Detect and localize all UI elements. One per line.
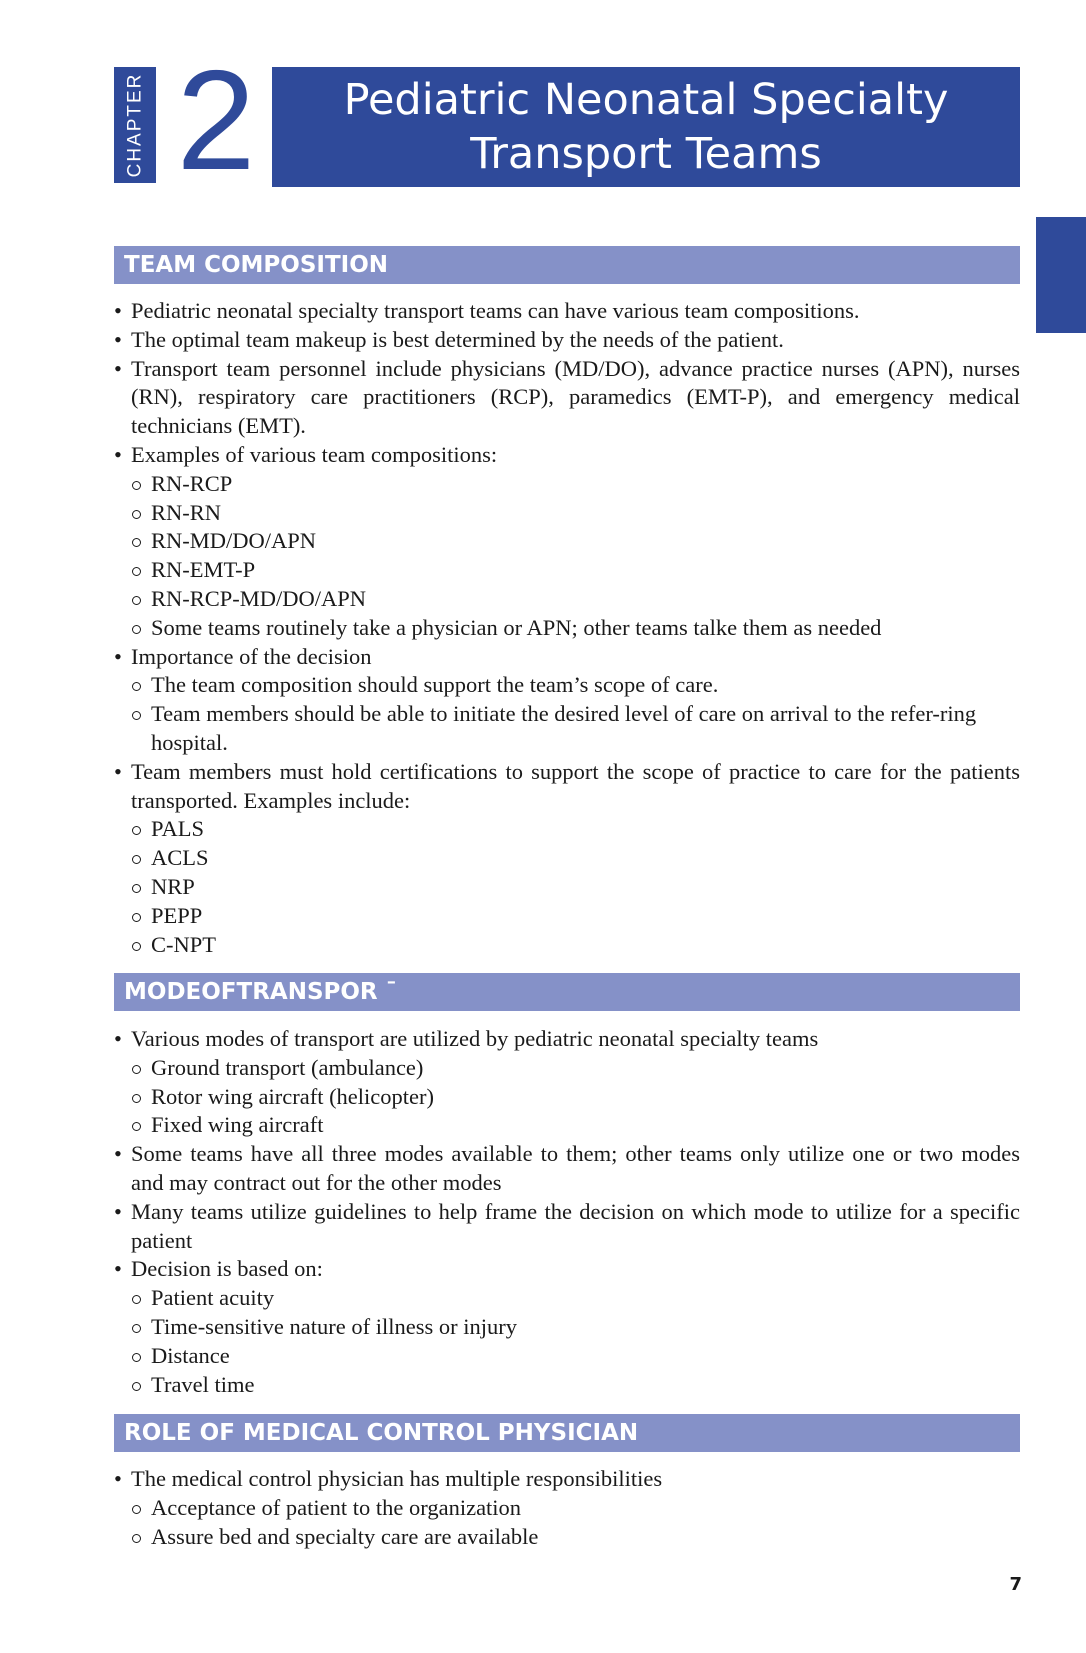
sub-list-item: Team members should be able to initiate the desired level of care on arrival to the refer-ring hospital. bbox=[114, 700, 1020, 758]
sub-list-item: ACLS bbox=[114, 844, 1020, 873]
sub-list-item: RN-RCP bbox=[114, 470, 1020, 499]
chapter-title-line-1: Pediatric Neonatal Specialty bbox=[343, 75, 949, 125]
team-composition-list bbox=[114, 297, 1020, 959]
section-heading-team-composition: TEAM COMPOSITION bbox=[114, 246, 1020, 284]
mode-of-transport-list bbox=[114, 1025, 1020, 1399]
sub-list-item: The team composition should support the team’s scope of care. bbox=[114, 671, 1020, 700]
list-item: • Transport team personnel include physicians (MD/DO), advance practice nurses (APN), nurses (RN), respiratory care practitioners (RCP), paramedics (EMT-P), and emergency medical technicians (EMT). bbox=[114, 355, 1020, 441]
sub-list-item: Acceptance of patient to the organization bbox=[114, 1494, 1020, 1523]
sub-list-item: Patient acuity bbox=[114, 1284, 1020, 1313]
list-item: • Importance of the decision bbox=[114, 643, 1020, 672]
sub-list-item: PEPP bbox=[114, 902, 1020, 931]
sub-list-item: Assure bed and specialty care are available bbox=[114, 1523, 1020, 1552]
sub-list-item: RN-MD/DO/APN bbox=[114, 527, 1020, 556]
chapter-title-box bbox=[272, 67, 1020, 187]
chapter-side-tab bbox=[1036, 217, 1086, 333]
sub-list-item: Fixed wing aircraft bbox=[114, 1111, 1020, 1140]
section-heading-mode-of-transport: MODEOFTRANSPOR ˉ bbox=[114, 973, 1020, 1011]
sub-list-item: Distance bbox=[114, 1342, 1020, 1371]
sub-list-item: Travel time bbox=[114, 1371, 1020, 1400]
chapter-number: 2 bbox=[176, 41, 256, 200]
sub-list-item: Some teams routinely take a physician or APN; other teams talke them as needed bbox=[114, 614, 1020, 643]
list-item: • The medical control physician has multiple responsibilities bbox=[114, 1465, 1020, 1494]
list-item: • Pediatric neonatal specialty transport teams can have various team compositions. bbox=[114, 297, 1020, 326]
list-item: • Some teams have all three modes available to them; other teams only utilize one or two modes and may contract out for the other modes bbox=[114, 1140, 1020, 1198]
sub-list-item: C-NPT bbox=[114, 931, 1020, 960]
list-item: • Examples of various team compositions: bbox=[114, 441, 1020, 470]
list-item: • Various modes of transport are utilized by pediatric neonatal specialty teams bbox=[114, 1025, 1020, 1054]
section-heading-medical-control: ROLE OF MEDICAL CONTROL PHYSICIAN bbox=[114, 1414, 1020, 1452]
sub-list-item: Time-sensitive nature of illness or injury bbox=[114, 1313, 1020, 1342]
medical-control-list bbox=[114, 1465, 1020, 1551]
sub-list-item: Ground transport (ambulance) bbox=[114, 1054, 1020, 1083]
list-item: • The optimal team makeup is best determined by the needs of the patient. bbox=[114, 326, 1020, 355]
list-item: • Decision is based on: bbox=[114, 1255, 1020, 1284]
chapter-word: CHAPTER bbox=[124, 72, 146, 178]
sub-list-item: RN-RCP-MD/DO/APN bbox=[114, 585, 1020, 614]
chapter-label bbox=[114, 67, 156, 183]
sub-list-item: RN-RN bbox=[114, 499, 1020, 528]
sub-list-item: RN-EMT-P bbox=[114, 556, 1020, 585]
list-item: • Team members must hold certifications to support the scope of practice to care for the patients transported. Examples include: bbox=[114, 758, 1020, 816]
list-item: • Many teams utilize guidelines to help frame the decision on which mode to utilize for a specific patient bbox=[114, 1198, 1020, 1256]
sub-list-item: Rotor wing aircraft (helicopter) bbox=[114, 1083, 1020, 1112]
sub-list-item: PALS bbox=[114, 815, 1020, 844]
page-number: 7 bbox=[1009, 1574, 1022, 1595]
sub-list-item: NRP bbox=[114, 873, 1020, 902]
chapter-title-line-2: Transport Teams bbox=[470, 129, 822, 179]
